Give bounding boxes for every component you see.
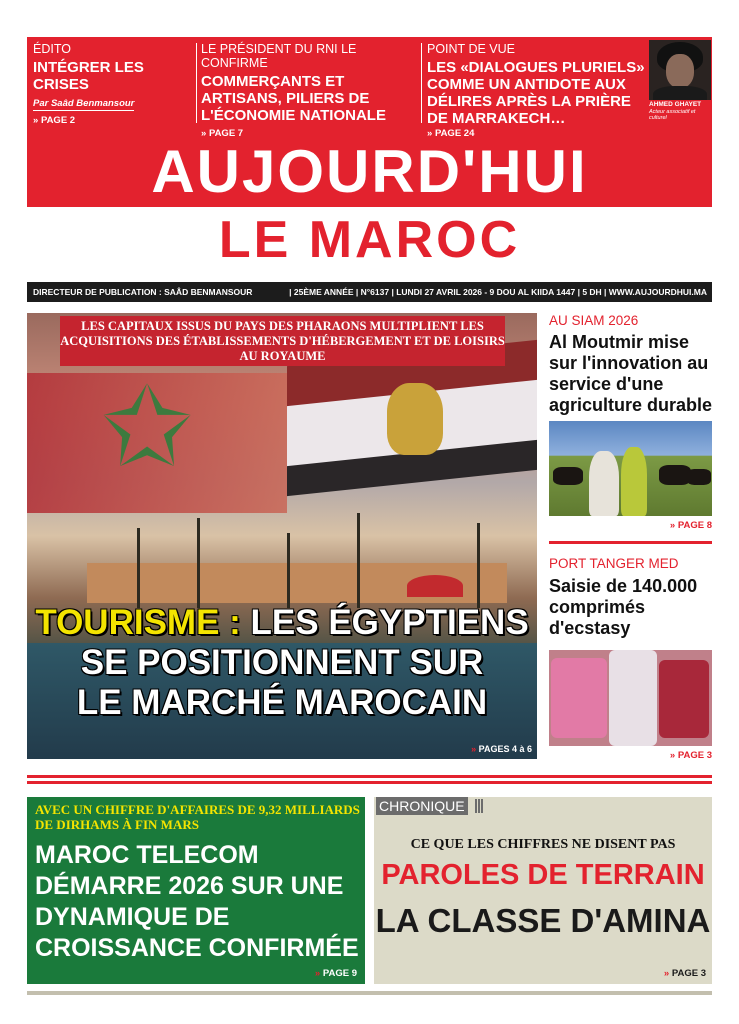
director-label: DIRECTEUR DE PUBLICATION : SAÂD BENMANSOUR	[33, 287, 253, 297]
telecom-page-label: PAGE 9	[322, 968, 357, 979]
star-icon: ✩	[101, 366, 194, 489]
chronique-headline-1: PAROLES DE TERRAIN	[381, 859, 705, 891]
telecom-headline: MAROC TELECOM DÉMARRE 2026 SUR UNE DYNAMIQUE DE CROISSANCE CONFIRMÉE	[35, 841, 359, 962]
teaser-byline: Par Saâd Benmansour	[33, 98, 135, 109]
umbrella	[407, 575, 463, 597]
side1-category: AU SIAM 2026	[549, 313, 639, 328]
eagle-emblem-icon	[387, 383, 443, 455]
main-pages-label: PAGES 4 à 6	[478, 744, 532, 754]
columnist-role: Acteur associatif et culturel	[649, 109, 696, 121]
side2-headline[interactable]: Saisie de 140.000 comprimés d'ecstasy	[549, 576, 698, 638]
palm-tree	[287, 533, 290, 608]
divider	[196, 43, 197, 123]
teaser-edito[interactable]	[33, 37, 193, 126]
teaser-headline: INTÉGRER LES CRISES	[33, 59, 144, 93]
side2-page	[670, 750, 712, 761]
headline-part: LES ÉGYPTIENS	[250, 603, 529, 642]
teaser-kicker: POINT DE VUE	[427, 42, 515, 56]
teaser-headline: COMMERÇANTS ET ARTISANS, PILIERS DE L'ÉCONOMIE NATIONALE	[201, 73, 386, 124]
palm-tree	[477, 523, 480, 608]
palm-tree	[137, 528, 140, 608]
telecom-page	[315, 968, 357, 979]
double-chevron-icon: »	[471, 744, 477, 754]
chronique-kicker: CE QUE LES CHIFFRES NE DISENT PAS	[410, 837, 676, 852]
double-chevron-icon: »	[314, 968, 321, 979]
teaser-kicker: LE PRÉSIDENT DU RNI LE CONFIRME	[201, 42, 357, 70]
double-chevron-icon: »	[201, 128, 207, 139]
teaser-point-de-vue[interactable]	[427, 37, 647, 139]
double-chevron-icon: »	[669, 750, 676, 761]
columnist-photo	[649, 40, 711, 100]
main-story[interactable]	[27, 313, 537, 759]
chronique-page-label: PAGE 3	[671, 968, 706, 979]
double-chevron-icon: »	[427, 128, 433, 139]
palm-tree	[197, 518, 200, 608]
headline-part: LE MARCHÉ MAROCAIN	[76, 683, 488, 722]
masthead	[27, 37, 712, 274]
side1-page-label: PAGE 8	[677, 520, 712, 531]
publication-info-bar	[27, 282, 712, 302]
palm-tree	[357, 513, 360, 608]
chronique-label: CHRONIQUE	[376, 797, 468, 815]
chronique-box[interactable]	[374, 797, 712, 984]
teaser-headline: LES «DIALOGUES PLURIELS» COMME UN ANTIDOTE AUX DÉLIRES APRÈS LA PRIÈRE DE MARRAKECH…	[427, 59, 645, 127]
teaser-page-label: PAGE 24	[434, 128, 475, 139]
logo-line2: LE MAROC	[218, 211, 521, 269]
columnist-name: AHMED GHAYET	[649, 101, 702, 108]
teaser-page-label: PAGE 2	[40, 115, 76, 126]
side2-page-label: PAGE 3	[677, 750, 712, 761]
headline-part: SE POSITIONNENT SUR	[80, 643, 484, 682]
label-marks	[475, 799, 484, 813]
divider	[421, 43, 422, 123]
section-divider	[27, 781, 712, 784]
logo-line1: AUJOURD'HUI	[151, 138, 588, 205]
bottom-rule	[27, 991, 712, 995]
teaser-page	[33, 115, 193, 126]
double-chevron-icon: »	[663, 968, 670, 979]
double-chevron-icon: »	[33, 115, 39, 126]
main-banner-text: LES CAPITAUX ISSUS DU PAYS DES PHARAONS MULTIPLIENT LES ACQUISITIONS DES ÉTABLISSEMENTS D'HÉBERGEMENT ET DE LOISIRS AU ROYAUME	[60, 319, 505, 363]
side1-photo	[549, 421, 712, 516]
teaser-page-label: PAGE 7	[208, 128, 244, 139]
telecom-story[interactable]	[27, 797, 365, 984]
double-chevron-icon: »	[669, 520, 676, 531]
headline-highlight: TOURISME :	[35, 603, 241, 642]
side-divider	[549, 541, 712, 544]
main-headline	[27, 603, 537, 723]
side1-page	[670, 520, 712, 531]
teaser-rni[interactable]	[201, 37, 416, 139]
chronique-page	[664, 968, 706, 979]
telecom-kicker: AVEC UN CHIFFRE D'AFFAIRES DE 9,32 MILLIARDS DE DIRHAMS À FIN MARS	[35, 802, 360, 832]
issue-details: | 25ÈME ANNÉE | N°6137 | LUNDI 27 AVRIL 2026 - 9 DOU AL KIIDA 1447 | 5 DH | WWW.AUJOURDHUI.MA	[289, 287, 707, 297]
side2-category: PORT TANGER MED	[549, 556, 679, 571]
side2-photo	[549, 650, 712, 746]
side1-headline[interactable]: Al Moutmir mise sur l'innovation au service d'une agriculture durable	[549, 332, 713, 415]
main-banner	[60, 316, 505, 366]
teaser-kicker: ÉDITO	[33, 42, 71, 56]
section-divider	[27, 775, 712, 778]
main-pages	[471, 744, 532, 754]
chronique-headline-2: LA CLASSE D'AMINA	[375, 902, 711, 939]
